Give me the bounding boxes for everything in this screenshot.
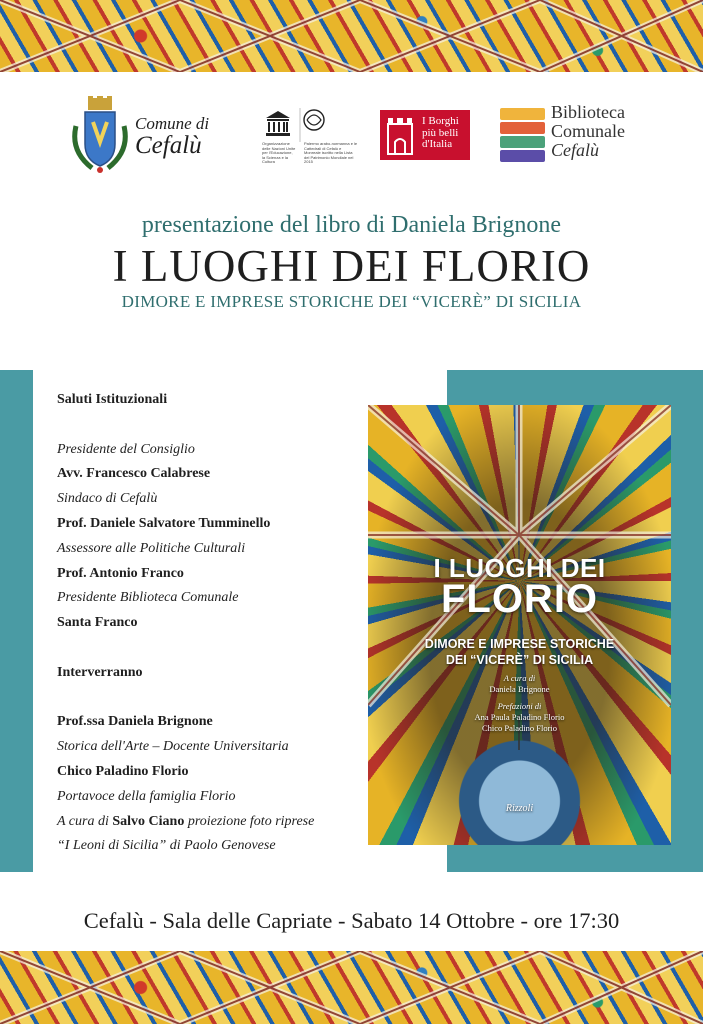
role-4: Presidente Biblioteca Comunale (57, 590, 239, 606)
role-2: Sindaco di Cefalù (57, 491, 158, 507)
bottom-mosaic-band (0, 951, 703, 1024)
unesco-temple-icon (262, 108, 358, 142)
role-1: Presidente del Consiglio (57, 441, 195, 457)
cover-subtitle (368, 637, 671, 668)
film-line: “I Leoni di Sicilia” di Paolo Genovese (57, 838, 276, 854)
top-mosaic-band (0, 0, 703, 72)
cover-subtitle-line1: DIMORE E IMPRESE STORICHE (424, 637, 615, 651)
role-3: Assessore alle Politiche Culturali (57, 540, 246, 556)
borghi-text: I Borghi più belli d'Italia (422, 115, 459, 151)
unesco-logo (262, 108, 358, 166)
name-4: Santa Franco (57, 615, 138, 631)
cover-publisher: Rizzoli (505, 803, 534, 814)
event-footer: Cefalù - Sala delle Capriate - Sabato 14 Ottobre - ore 17:30 (83, 908, 620, 933)
speaker-1-name: Prof.ssa Daniela Brignone (57, 714, 213, 730)
name-1: Avv. Francesco Calabrese (57, 466, 211, 482)
biblioteca-line3: Cefalù (551, 139, 599, 160)
cover-preface-1: Ana Paula Paladino Florio (474, 712, 565, 722)
biblioteca-name (551, 103, 625, 160)
borghi-logo (380, 110, 470, 160)
biblioteca-line1: Biblioteca (551, 102, 625, 122)
cover-title-line2: FLORIO (440, 577, 599, 621)
cover-preface-2: Chico Paladino Florio (481, 723, 558, 733)
event-subtitle: presentazione del libro di Daniela Brignone (141, 212, 562, 238)
comune-name (135, 115, 209, 159)
speaker-2-name: Chico Paladino Florio (57, 763, 189, 779)
name-3: Prof. Antonio Franco (57, 565, 184, 581)
biblioteca-line2: Comunale (551, 120, 625, 141)
interverranno-heading: Interverranno (57, 664, 143, 680)
event-tagline: DIMORE E IMPRESE STORICHE DEI “VICERÈ” DI SICILIA (121, 292, 582, 311)
acura-prefix: A cura di (57, 813, 109, 829)
acura-name: Salvo Ciano (112, 813, 185, 829)
mosaic-ribs-bottom (0, 951, 703, 1024)
unesco-caption-left: Organizzazione delle Nazioni Unite per l'Educazione, la Scienza e la Cultura (262, 141, 296, 165)
book-cover (368, 405, 671, 845)
comune-line2: Cefalù (135, 131, 202, 159)
borghi-tower-icon (380, 110, 420, 160)
mosaic-ribs (0, 0, 703, 72)
comune-crest-logo (70, 96, 130, 176)
teal-left-bar (0, 370, 33, 872)
biblioteca-logo (500, 102, 650, 167)
speaker-2-role: Portavoce della famiglia Florio (57, 788, 236, 804)
cover-prefaces-label: Prefazioni di (497, 701, 542, 711)
cover-vault-ribs (368, 405, 671, 845)
saluti-heading: Saluti Istituzionali (57, 392, 168, 407)
event-title: I LUOGHI DEI FLORIO (112, 241, 591, 291)
cover-curator: Daniela Brignone (489, 684, 550, 694)
speaker-1-role: Storica dell'Arte – Docente Universitaria (57, 739, 289, 755)
cover-title-line1: I LUOGHI DEI (433, 553, 606, 583)
name-2: Prof. Daniele Salvatore Tumminello (57, 515, 271, 531)
acura-suffix: proiezione foto riprese (187, 813, 315, 829)
comune-line1: Comune di (135, 114, 210, 133)
cover-curator-label: A cura di (503, 673, 536, 683)
cover-subtitle-line2: DEI “VICERÈ” DI SICILIA (445, 652, 594, 667)
unesco-caption-right: Palermo arabo-normanna e le Cattedrali di Cefalù e Monreale iscritto nella Lista del Patrimonio Mondiale nel 2015 (304, 141, 358, 165)
